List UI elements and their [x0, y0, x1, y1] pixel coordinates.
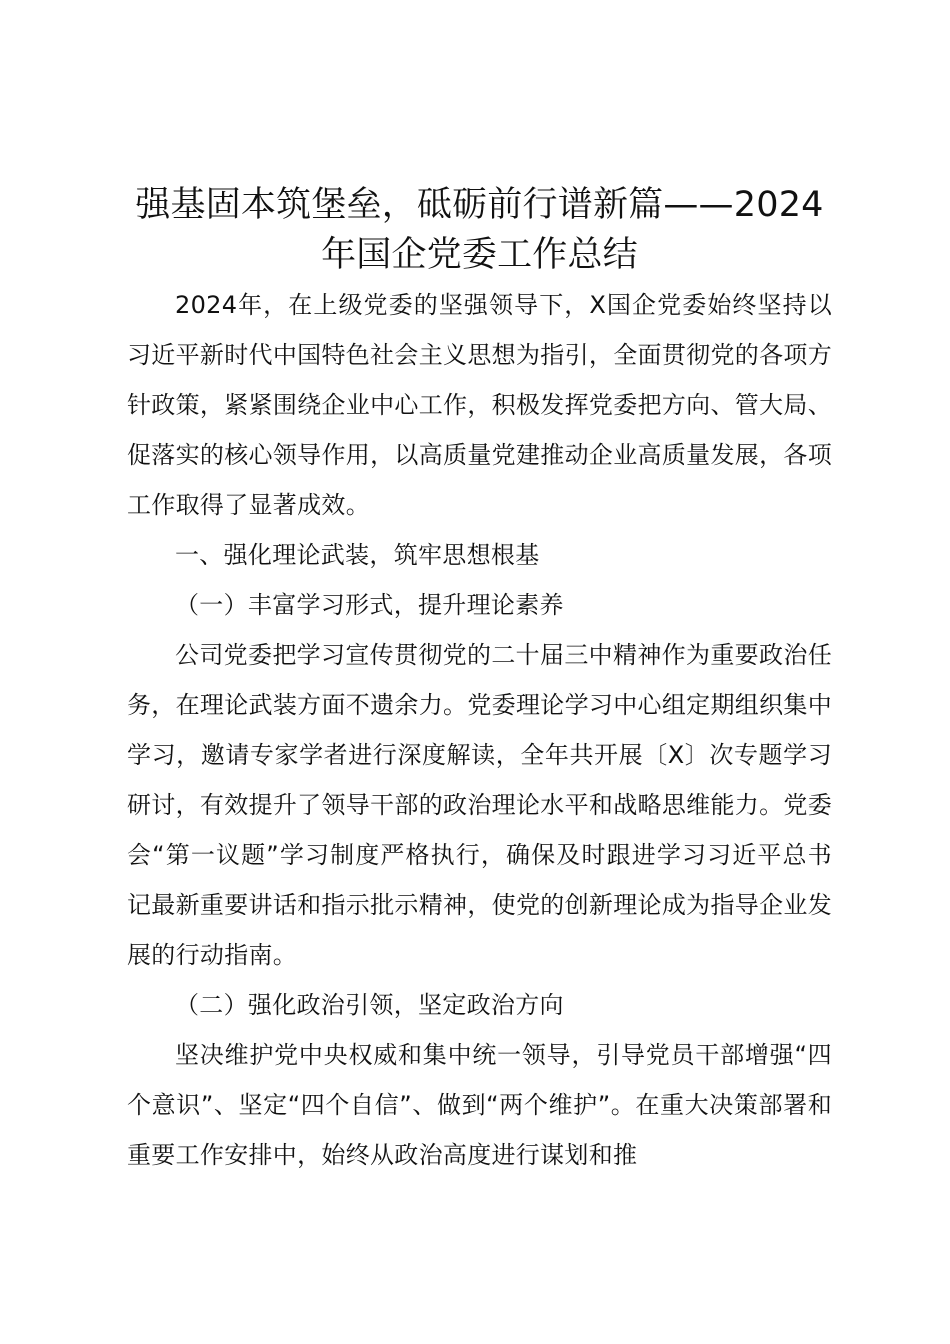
subsection-heading-2: （二）强化政治引领，坚定政治方向: [175, 991, 564, 1019]
intro-paragraph: 2024年，在上级党委的坚强领导下，X国企党委始终坚持以习近平新时代中国特色社会主义思想为指引，全面贯彻党的各项方针政策，紧紧围绕企业中心工作，积极发挥党委把方向、管大局、促落实的核心领导作用，以高质量党建推动企业高质量发展，各项工作取得了显著成效。: [127, 291, 832, 519]
document-body: [127, 180, 832, 1180]
subsection-heading-1: （一）丰富学习形式，提升理论素养: [175, 591, 564, 619]
subsection-body-2: 坚决维护党中央权威和集中统一领导，引导党员干部增强“四个意识”、坚定“四个自信”、做到“两个维护”。在重大决策部署和重要工作安排中，始终从政治高度进行谋划和推: [127, 1041, 832, 1169]
subsection-body-1: 公司党委把学习宣传贯彻党的二十届三中精神作为重要政治任务，在理论武装方面不遗余力。党委理论学习中心组定期组织集中学习，邀请专家学者进行深度解读，全年共开展〔X〕次专题学习研讨，有效提升了领导干部的政治理论水平和战略思维能力。党委会“第一议题”学习制度严格执行，确保及时跟进学习习近平总书记最新重要讲话和指示批示精神，使党的创新理论成为指导企业发展的行动指南。: [127, 641, 832, 969]
document-title: 强基固本筑堡垒，砥砺前行谱新篇——2024年国企党委工作总结: [135, 185, 824, 275]
section-heading-1: 一、强化理论武装，筑牢思想根基: [175, 541, 540, 569]
